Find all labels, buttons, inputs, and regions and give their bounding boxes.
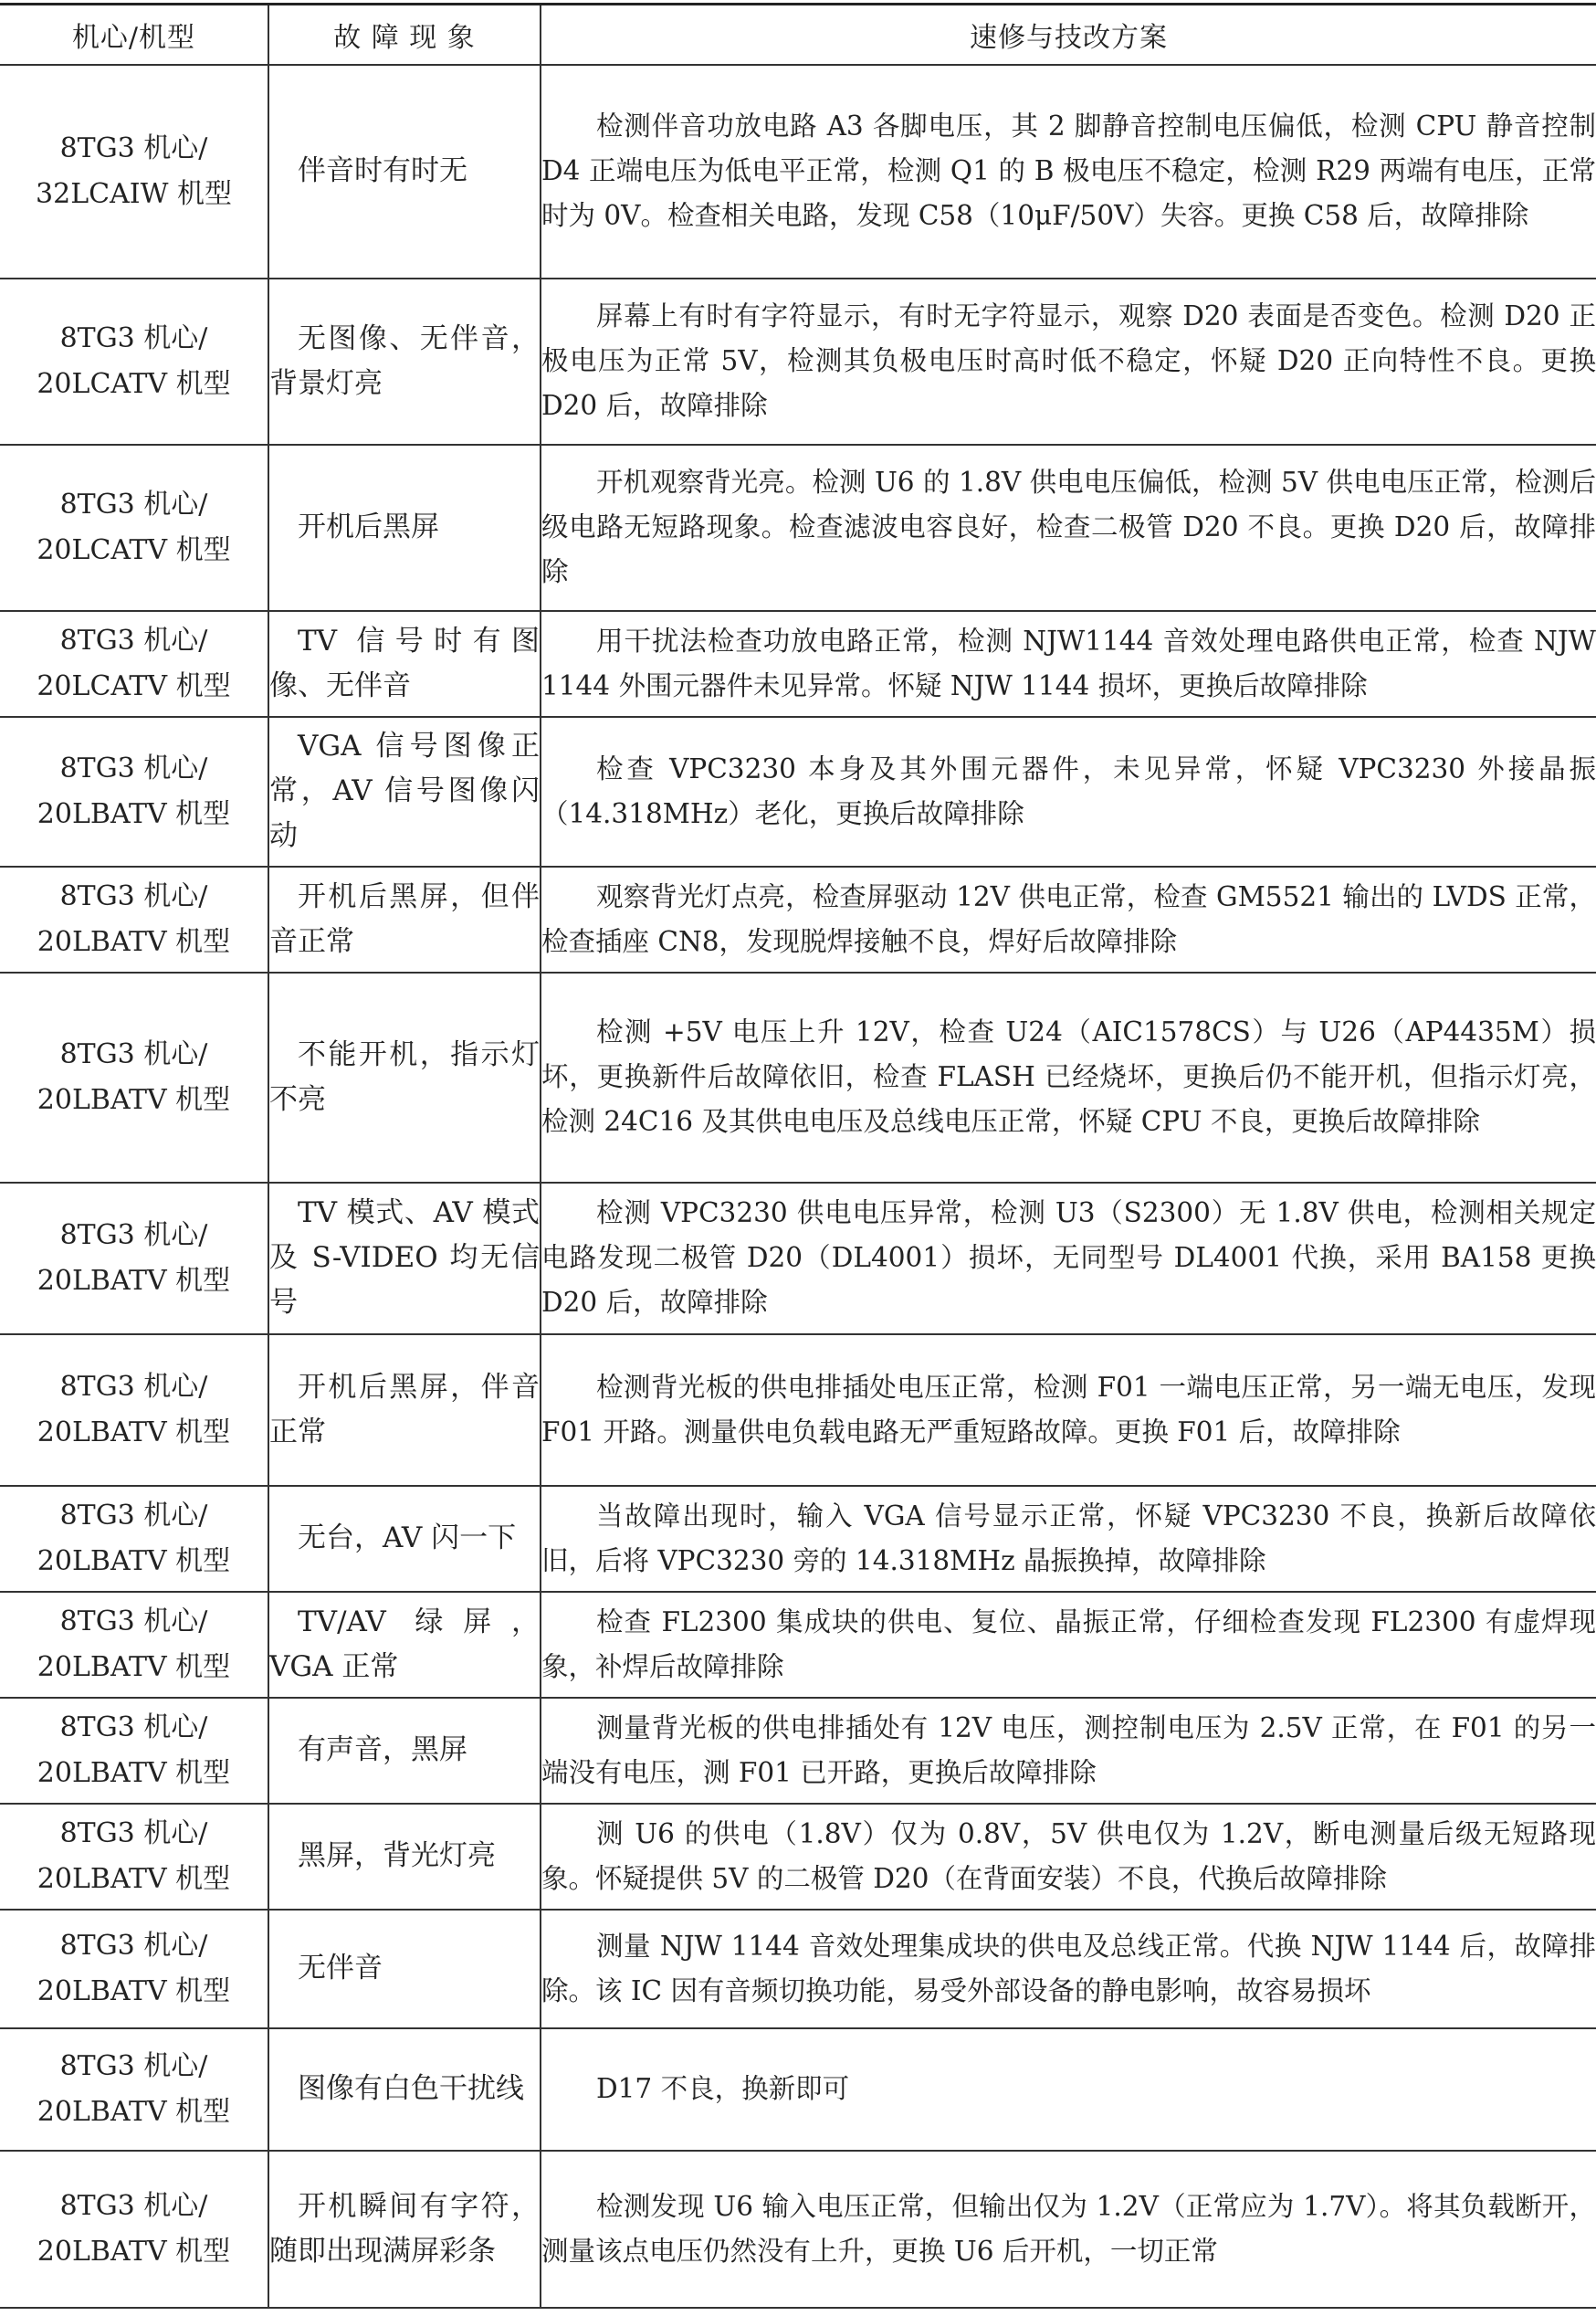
model-line: 8TG3 机心/ <box>59 2049 208 2082</box>
table-row <box>0 1698 1596 1804</box>
model-line: 20LBATV 机型 <box>37 1416 231 1448</box>
solution-cell: 检查 FL2300 集成块的供电、复位、晶振正常，仔细检查发现 FL2300 有虚焊现象，补焊后故障排除 <box>541 1592 1596 1698</box>
fault-cell: 开机后黑屏，但伴音正常 <box>268 867 541 973</box>
model-line: 20LBATV 机型 <box>37 797 231 830</box>
model-line: 20LBATV 机型 <box>37 1650 231 1683</box>
solution-cell: 测 U6 的供电（1.8V）仅为 0.8V，5V 供电仅为 1.2V，断电测量后级无短路现象。怀疑提供 5V 的二极管 D20（在背面安装）不良，代换后故障排除 <box>541 1804 1596 1910</box>
model-line: 8TG3 机心/ <box>59 1370 208 1403</box>
header-row <box>0 5 1596 65</box>
model-line: 20LBATV 机型 <box>37 925 231 958</box>
table-body <box>0 65 1596 2308</box>
table-row <box>0 2028 1596 2151</box>
solution-cell: 屏幕上有时有字符显示，有时无字符显示，观察 D20 表面是否变色。检测 D20 正极电压为正常 5V，检测其负极电压时高时低不稳定，怀疑 D20 正向特性不良。更换 D20 后，故障排除 <box>541 279 1596 445</box>
model-line: 8TG3 机心/ <box>59 1218 208 1251</box>
model-line: 8TG3 机心/ <box>59 321 208 354</box>
model-cell <box>0 973 268 1183</box>
model-line: 20LCATV 机型 <box>37 533 231 566</box>
table-row <box>0 65 1596 279</box>
table-row <box>0 611 1596 717</box>
model-line: 20LBATV 机型 <box>37 2235 231 2268</box>
model-cell <box>0 1592 268 1698</box>
model-line: 8TG3 机心/ <box>59 1816 208 1849</box>
model-cell <box>0 2028 268 2151</box>
fault-cell: 无图像、无伴音，背景灯亮 <box>268 279 541 445</box>
model-line: 8TG3 机心/ <box>59 1499 208 1532</box>
model-line: 20LCATV 机型 <box>37 669 231 702</box>
model-line: 20LCATV 机型 <box>37 367 231 400</box>
model-cell <box>0 717 268 867</box>
model-line: 8TG3 机心/ <box>59 879 208 912</box>
header-model: 机心/机型 <box>0 5 268 65</box>
model-line: 20LBATV 机型 <box>37 1974 231 2007</box>
table-row <box>0 279 1596 445</box>
fault-cell: 不能开机，指示灯不亮 <box>268 973 541 1183</box>
model-line: 8TG3 机心/ <box>59 132 208 164</box>
solution-cell: 当故障出现时，输入 VGA 信号显示正常，怀疑 VPC3230 不良，换新后故障依旧，后将 VPC3230 旁的 14.318MHz 晶振换掉，故障排除 <box>541 1486 1596 1592</box>
model-cell <box>0 1698 268 1804</box>
model-cell <box>0 1910 268 2028</box>
model-line: 20LBATV 机型 <box>37 1264 231 1297</box>
model-line: 8TG3 机心/ <box>59 1929 208 1962</box>
solution-cell: 检测 VPC3230 供电电压异常，检测 U3（S2300）无 1.8V 供电，检测相关规定电路发现二极管 D20（DL4001）损坏，无同型号 DL4001 代换，采用 BA158 更换 D20 后，故障排除 <box>541 1183 1596 1334</box>
model-line: 20LBATV 机型 <box>37 1544 231 1577</box>
table-row <box>0 717 1596 867</box>
fault-cell: 黑屏，背光灯亮 <box>268 1804 541 1910</box>
model-cell <box>0 1334 268 1486</box>
header-fault: 故 障 现 象 <box>268 5 541 65</box>
table-row <box>0 2151 1596 2308</box>
solution-cell: 检测发现 U6 输入电压正常，但输出仅为 1.2V（正常应为 1.7V）。将其负载断开，测量该点电压仍然没有上升，更换 U6 后开机，一切正常 <box>541 2151 1596 2308</box>
model-cell <box>0 1804 268 1910</box>
table-row <box>0 1804 1596 1910</box>
model-line: 32LCAIW 机型 <box>36 177 232 210</box>
fault-cell: 有声音，黑屏 <box>268 1698 541 1804</box>
table-row <box>0 1183 1596 1334</box>
solution-cell: 检测 +5V 电压上升 12V，检查 U24（AIC1578CS）与 U26（AP4435M）损坏，更换新件后故障依旧，检查 FLASH 已经烧坏，更换后仍不能开机，但指示灯亮，检测 24C16 及其供电电压及总线电压正常，怀疑 CPU 不良，更换后故障排除 <box>541 973 1596 1183</box>
fault-cell: TV/AV 绿屏，VGA 正常 <box>268 1592 541 1698</box>
fault-cell: 图像有白色干扰线 <box>268 2028 541 2151</box>
solution-cell: 开机观察背光亮。检测 U6 的 1.8V 供电电压偏低，检测 5V 供电电压正常，检测后级电路无短路现象。检查滤波电容良好，检查二极管 D20 不良。更换 D20 后，故障排除 <box>541 445 1596 611</box>
solution-cell: 用干扰法检查功放电路正常，检测 NJW1144 音效处理电路供电正常，检查 NJW 1144 外围元器件未见异常。怀疑 NJW 1144 损坏，更换后故障排除 <box>541 611 1596 717</box>
table-row <box>0 445 1596 611</box>
model-cell <box>0 279 268 445</box>
repair-table <box>0 3 1596 2309</box>
fault-cell: TV 信号时有图像、无伴音 <box>268 611 541 717</box>
fault-cell: TV 模式、AV 模式及 S-VIDEO 均无信号 <box>268 1183 541 1334</box>
model-cell <box>0 1183 268 1334</box>
model-line: 20LBATV 机型 <box>37 1756 231 1789</box>
solution-cell: 检测背光板的供电排插处电压正常，检测 F01 一端电压正常，另一端无电压，发现 F01 开路。测量供电负载电路无严重短路故障。更换 F01 后，故障排除 <box>541 1334 1596 1486</box>
solution-cell: 检查 VPC3230 本身及其外围元器件，未见异常，怀疑 VPC3230 外接晶振（14.318MHz）老化，更换后故障排除 <box>541 717 1596 867</box>
model-cell <box>0 2151 268 2308</box>
model-line: 20LBATV 机型 <box>37 1083 231 1116</box>
model-cell <box>0 867 268 973</box>
model-cell <box>0 445 268 611</box>
solution-cell: 测量背光板的供电排插处有 12V 电压，测控制电压为 2.5V 正常，在 F01 的另一端没有电压，测 F01 已开路，更换后故障排除 <box>541 1698 1596 1804</box>
model-line: 8TG3 机心/ <box>59 1711 208 1743</box>
solution-cell: 测量 NJW 1144 音效处理集成块的供电及总线正常。代换 NJW 1144 后，故障排除。该 IC 因有音频切换功能，易受外部设备的静电影响，故容易损坏 <box>541 1910 1596 2028</box>
model-line: 8TG3 机心/ <box>59 752 208 784</box>
table-row <box>0 1910 1596 2028</box>
table-row <box>0 867 1596 973</box>
table-header <box>0 5 1596 65</box>
table-row <box>0 1334 1596 1486</box>
solution-cell: 观察背光灯点亮，检查屏驱动 12V 供电正常，检查 GM5521 输出的 LVDS 正常，检查插座 CN8，发现脱焊接触不良，焊好后故障排除 <box>541 867 1596 973</box>
solution-cell: 检测伴音功放电路 A3 各脚电压，其 2 脚静音控制电压偏低，检测 CPU 静音控制 D4 正端电压为低电平正常，检测 Q1 的 B 极电压不稳定，检测 R29 两端有电压，正常时为 0V。检查相关电路，发现 C58（10μF/50V）失容。更换 C58 后，故障排除 <box>541 65 1596 279</box>
model-line: 8TG3 机心/ <box>59 1605 208 1637</box>
table-row <box>0 1486 1596 1592</box>
model-line: 8TG3 机心/ <box>59 2189 208 2222</box>
fault-cell: VGA 信号图像正常，AV 信号图像闪动 <box>268 717 541 867</box>
fault-cell: 伴音时有时无 <box>268 65 541 279</box>
header-solution: 速修与技改方案 <box>541 5 1596 65</box>
model-line: 8TG3 机心/ <box>59 624 208 657</box>
model-line: 8TG3 机心/ <box>59 488 208 521</box>
model-line: 20LBATV 机型 <box>37 2095 231 2128</box>
model-cell <box>0 65 268 279</box>
model-cell <box>0 1486 268 1592</box>
model-cell <box>0 611 268 717</box>
model-line: 8TG3 机心/ <box>59 1037 208 1070</box>
table-row <box>0 973 1596 1183</box>
fault-cell: 开机后黑屏，伴音正常 <box>268 1334 541 1486</box>
fault-cell: 无伴音 <box>268 1910 541 2028</box>
solution-cell: D17 不良，换新即可 <box>541 2028 1596 2151</box>
fault-cell: 无台，AV 闪一下 <box>268 1486 541 1592</box>
model-line: 20LBATV 机型 <box>37 1862 231 1895</box>
fault-cell: 开机瞬间有字符，随即出现满屏彩条 <box>268 2151 541 2308</box>
fault-cell: 开机后黑屏 <box>268 445 541 611</box>
table-row <box>0 1592 1596 1698</box>
